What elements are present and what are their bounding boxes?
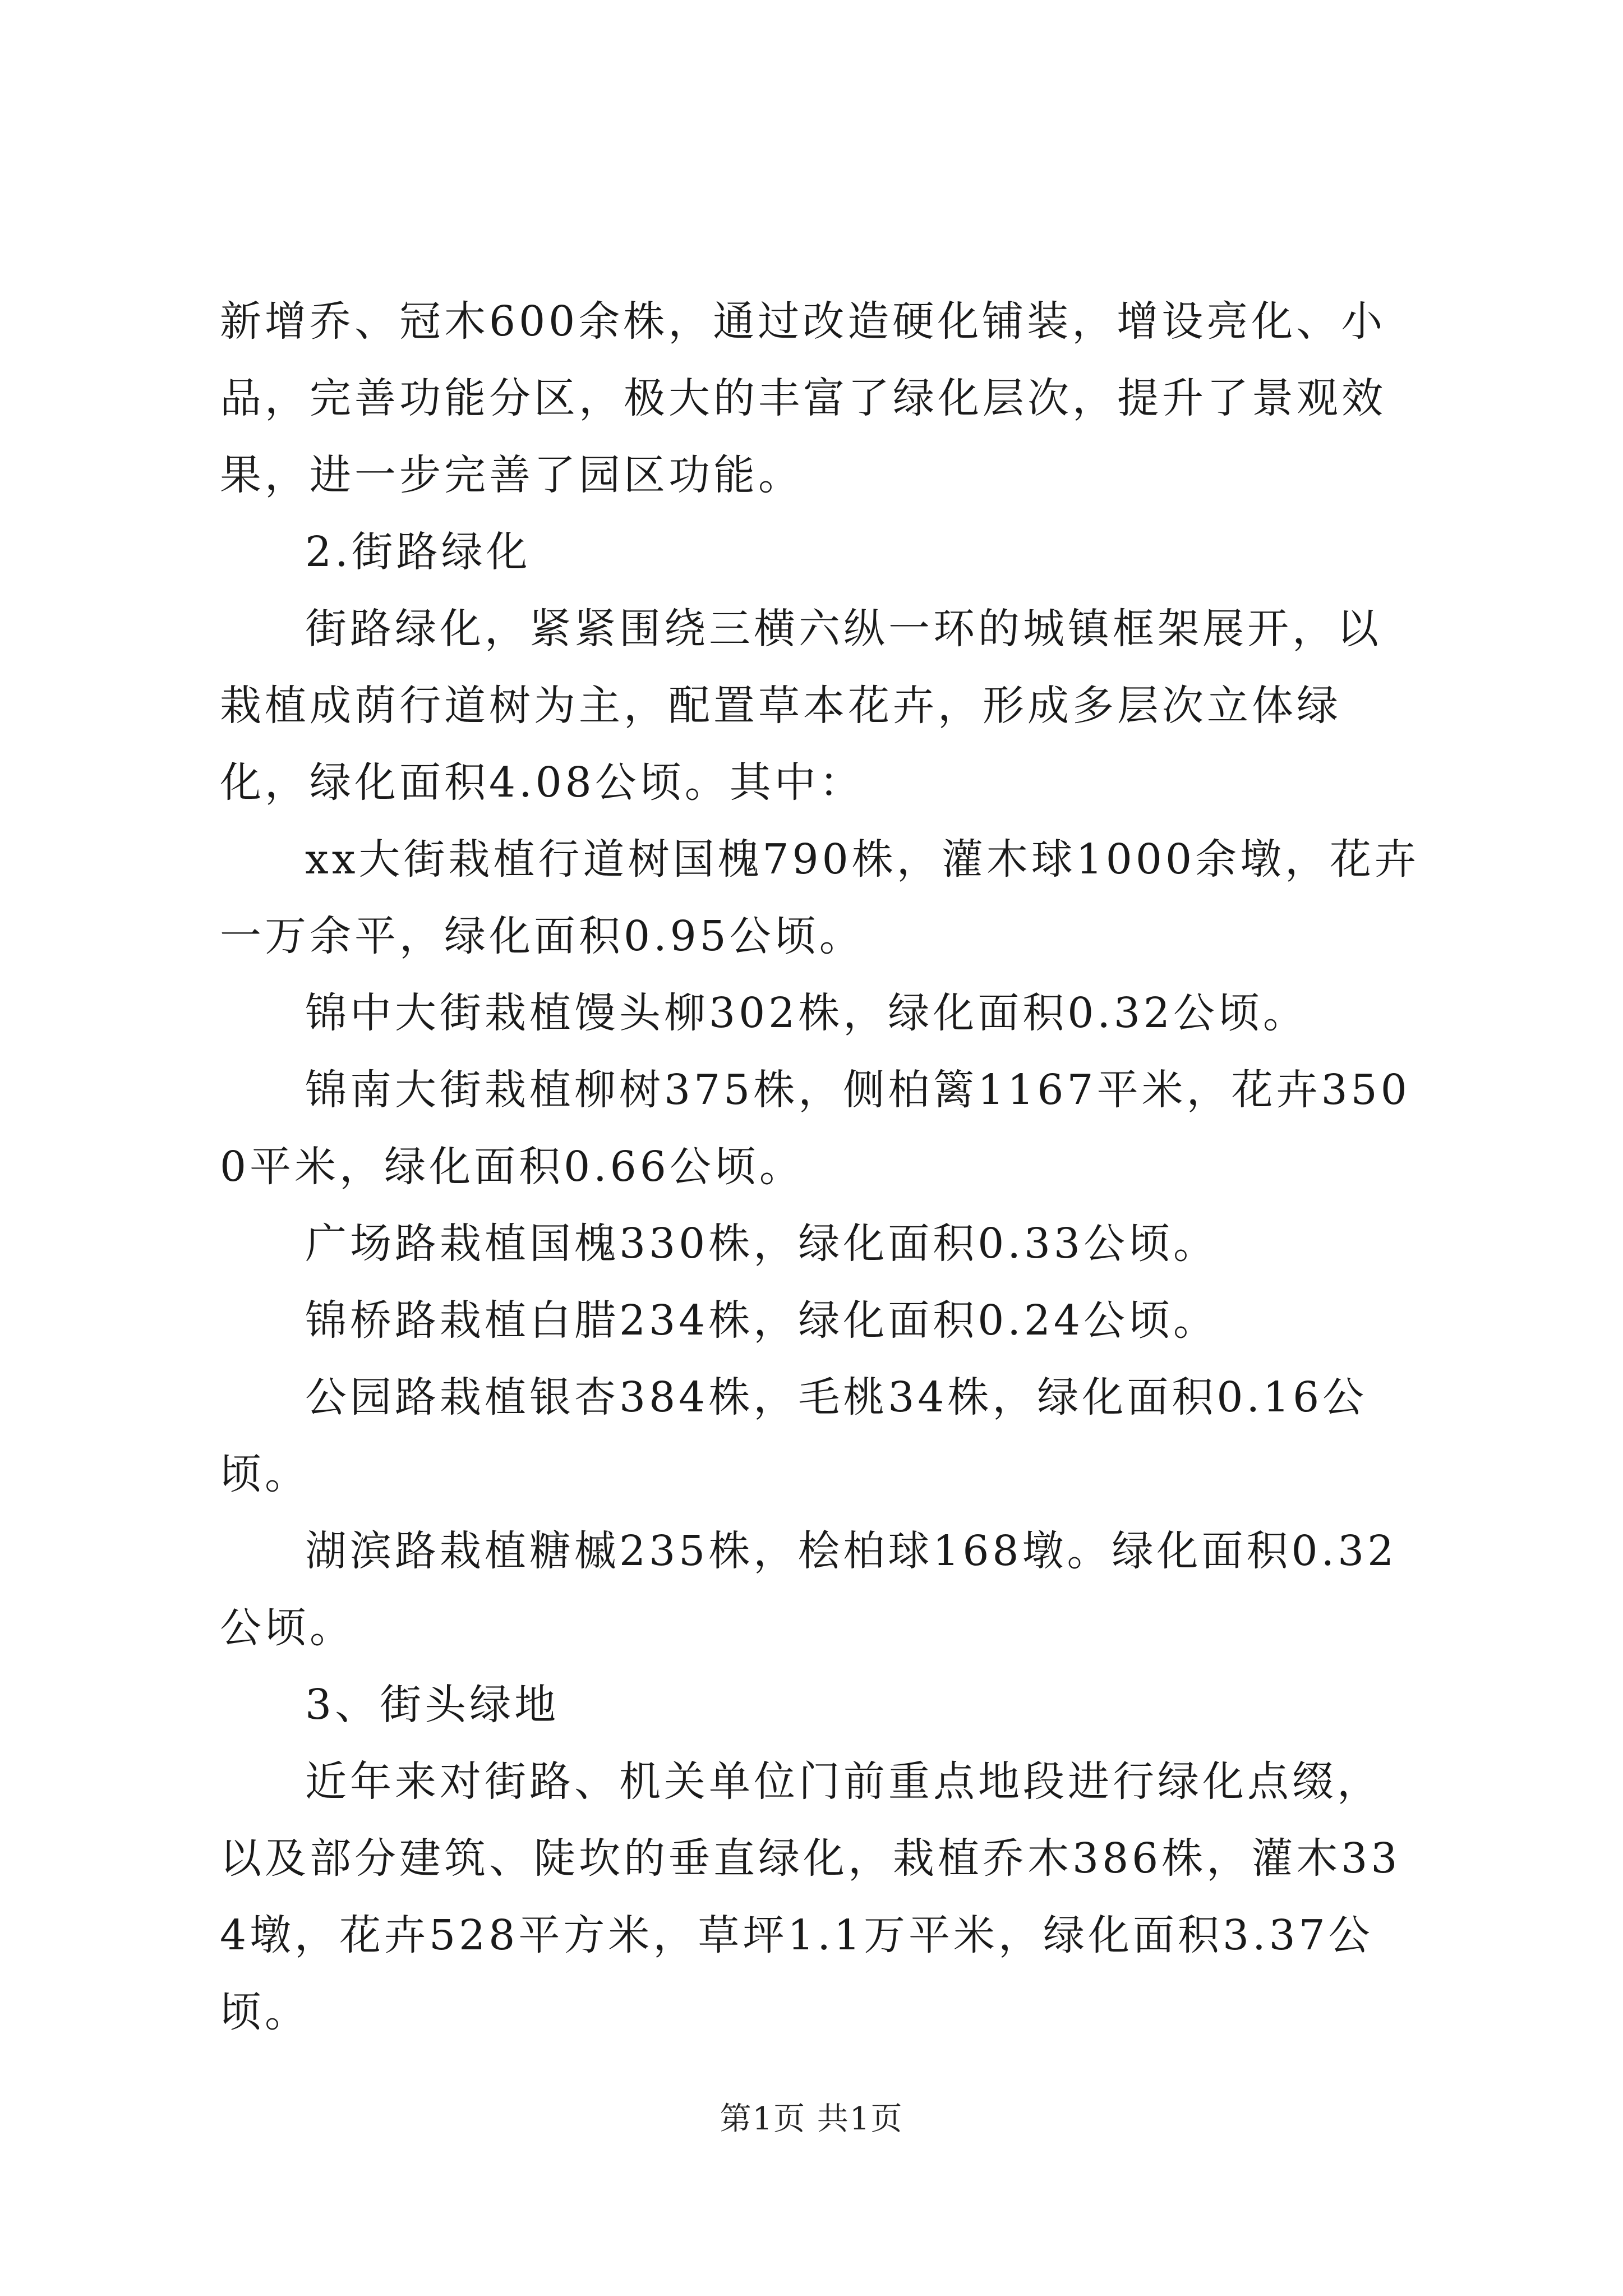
- paragraph-guangchang-road: 广场路栽植国槐330株，绿化面积0.33公顷。: [305, 1220, 1219, 1268]
- paragraph-xx-street: xx大街栽植行道树国槐790株，灌木球1000余墩，花卉一万余平，绿化面积0.95公顷。: [220, 835, 1420, 960]
- paragraph-jinzhong-street: 锦中大街栽植馒头柳302株，绿化面积0.32公顷。: [305, 989, 1308, 1037]
- paragraph-jinnan-street: 锦南大街栽植柳树375株，侧柏篱1167平米，花卉3500平米，绿化面积0.66公顷。: [220, 1066, 1410, 1191]
- heading-street-greening: 2.街路绿化: [305, 528, 531, 576]
- paragraph-street-greening-summary: 街路绿化，紧紧围绕三横六纵一环的城镇框架展开，以栽植成荫行道树为主，配置草本花卉，形成多层次立体绿化，绿化面积4.08公顷。其中：: [220, 605, 1382, 807]
- document-body: [220, 283, 1426, 2051]
- paragraph-hubin-road: 湖滨路栽植糖槭235株，桧柏球168墩。绿化面积0.32公顷。: [220, 1527, 1398, 1652]
- paragraph-street-green-space: 近年来对街路、机关单位门前重点地段进行绿化点缀，以及部分建筑、陡坎的垂直绿化，栽植乔木386株，灌木334墩，花卉528平方米，草坪1.1万平米，绿化面积3.37公顷。: [220, 1757, 1401, 2036]
- paragraph-gongyuan-road: 公园路栽植银杏384株，毛桃34株，绿化面积0.16公顷。: [220, 1373, 1368, 1498]
- page-footer: 第1页 共1页: [720, 2101, 903, 2137]
- paragraph-park-renovation: 新增乔、冠木600余株，通过改造硬化铺装，增设亮化、小品，完善功能分区，极大的丰富了绿化层次，提升了景观效果，进一步完善了园区功能。: [220, 297, 1386, 499]
- heading-street-green-space: 3、街头绿地: [305, 1681, 560, 1729]
- paragraph-jinqiao-road: 锦桥路栽植白腊234株，绿化面积0.24公顷。: [305, 1296, 1219, 1345]
